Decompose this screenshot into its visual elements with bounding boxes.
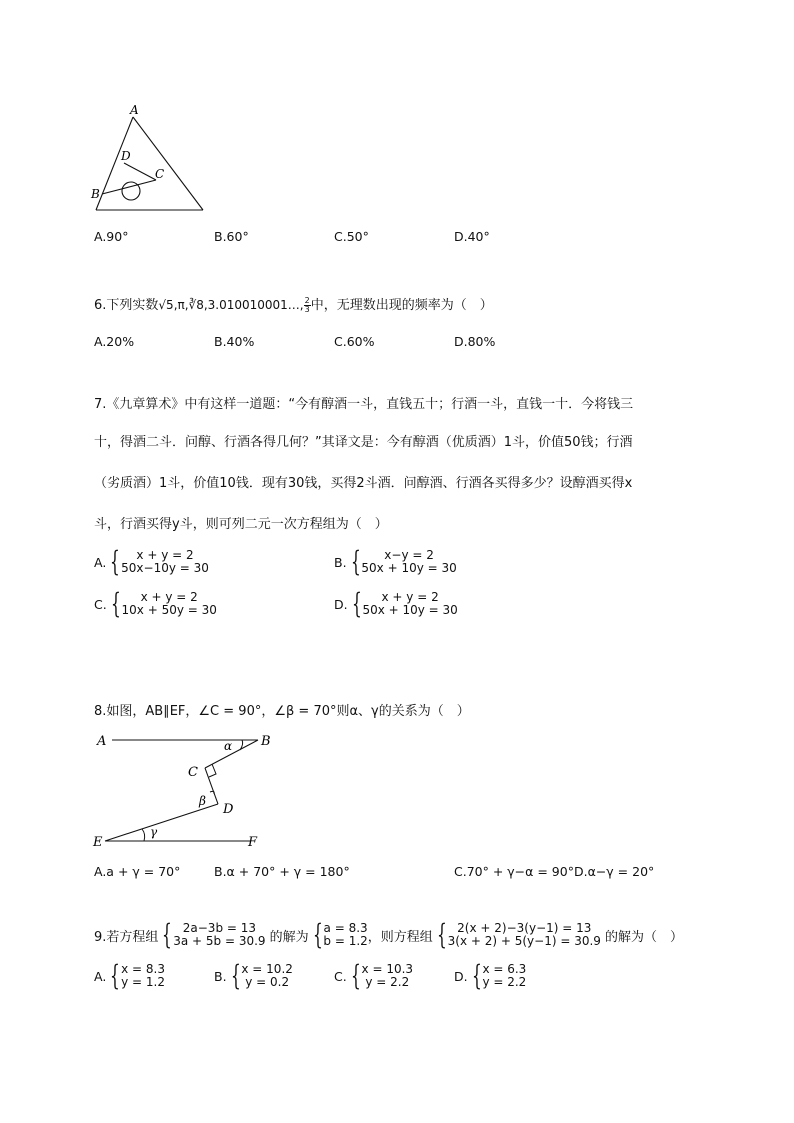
q7-line-4: 斗，行酒买得y斗，则可列二元一次方程组为（ ） [94, 517, 388, 532]
q6-stem [94, 294, 493, 314]
q9-option-b: B. { x = 10.2 y = 0.2 [214, 959, 293, 992]
q8-option-d: D.α−γ = 20° [574, 864, 655, 879]
q8-label-c: C [188, 765, 198, 780]
q9-option-a: A. { x = 8.3 y = 1.2 [94, 959, 166, 992]
q9-suffix: 的解为（ ） [604, 929, 683, 945]
q9-option-d: D. { x = 6.3 y = 2.2 [454, 959, 527, 992]
q9-solution: a = 8.3 b = 1.2 [323, 921, 368, 948]
q8-option-a: A.a + γ = 70° [94, 864, 181, 879]
q9-mid-1: 的解为 [269, 929, 309, 945]
q6-option-c: C.60% [334, 334, 375, 349]
q5-triangle-figure [88, 100, 218, 215]
q9-mid-2: ，则方程组 [367, 929, 433, 945]
q8-label-b: B [261, 734, 271, 749]
q5-option-c: C.50° [334, 229, 369, 244]
q6-option-a: A.20% [94, 334, 135, 349]
q7-line-3: （劣质酒）1斗，价值10钱．现有30钱，买得2斗酒．问醇酒、行酒各买得多少？设醇酒买得x [94, 476, 633, 491]
q7-option-d: D. { x + y = 2 50x + 10y = 30 [334, 587, 458, 620]
q8-option-c: C.70° + γ−α = 90° [454, 864, 574, 879]
q8-label-f: F [248, 835, 258, 850]
q8-parallel-figure [90, 728, 280, 850]
q9-stem: 9.若方程组 { 2a−3b = 13 3a + 5b = 30.9 的解为 { a = 8.3 b = 1.2 ，则方程组 { 2(x + 2)−3(y−1) = 13 3(x + 2) + 5(y−1) = 30.9 的解为（ ） [94, 918, 683, 951]
q6-option-b: B.40% [214, 334, 255, 349]
q9-system-1: 2a−3b = 13 3a + 5b = 30.9 [173, 921, 266, 948]
q9-system-2: 2(x + 2)−3(y−1) = 13 3(x + 2) + 5(y−1) = 30.9 [447, 921, 601, 948]
q8-label-d: D [223, 802, 234, 817]
q5-label-c: C [155, 167, 165, 181]
q6-number-list: √5,π,∛8,3.010010001…, [158, 298, 304, 312]
q6-fraction: $\frac{2}{3}$ [304, 296, 310, 314]
q7-line-1: 7.《九章算术》中有这样一道题：“今有醇酒一斗，直钱五十；行酒一斗，直钱一十．今将钱三 [94, 397, 634, 412]
q8-label-e: E [93, 835, 103, 850]
q5-label-a: A [130, 103, 139, 117]
q5-label-b: B [91, 187, 100, 201]
q7-option-b: B. { x−y = 2 50x + 10y = 30 [334, 545, 457, 578]
q5-option-a: A.90° [94, 229, 129, 244]
q8-label-a: A [97, 734, 107, 749]
q6-suffix: 中，无理数出现的频率为（ ） [310, 298, 493, 313]
q7-option-c: C. { x + y = 2 10x + 50y = 30 [94, 587, 217, 620]
q8-label-gamma: γ [150, 825, 158, 839]
q5-option-d: D.40° [454, 229, 490, 244]
q8-stem: 8.如图，AB∥EF，∠C = 90°，∠β = 70°则α、γ的关系为（ ） [94, 704, 470, 719]
q9-prefix: 9.若方程组 [94, 929, 159, 945]
q5-option-b: B.60° [214, 229, 249, 244]
q8-label-alpha: α [224, 739, 233, 753]
q8-option-b: B.α + 70° + γ = 180° [214, 864, 350, 879]
q5-label-d: D [121, 149, 131, 163]
q6-option-d: D.80% [454, 334, 496, 349]
q9-option-c: C. { x = 10.3 y = 2.2 [334, 959, 414, 992]
q6-prefix: 6.下列实数 [94, 298, 159, 313]
q7-line-2: 十，得酒二斗．问醇、行酒各得几何？”其译文是：今有醇酒（优质酒）1斗，价值50钱；行酒 [94, 435, 633, 450]
q8-label-beta: β [199, 794, 206, 808]
q7-option-a: A. { x + y = 2 50x−10y = 30 [94, 545, 209, 578]
